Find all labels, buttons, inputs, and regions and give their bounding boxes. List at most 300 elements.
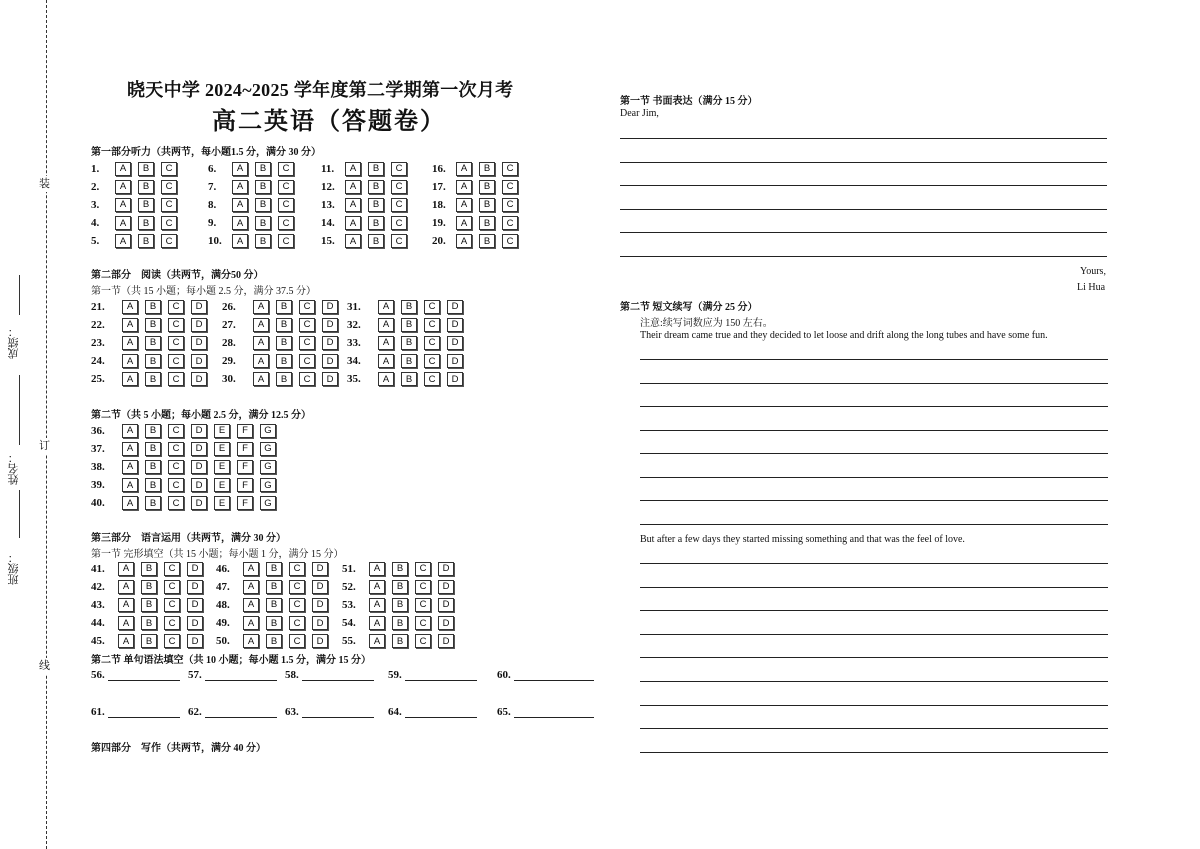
answer-option-box[interactable]: A: [122, 300, 138, 314]
question-number: 52.: [342, 580, 356, 593]
answer-option-box[interactable]: C: [424, 336, 440, 350]
answer-option-box[interactable]: D: [191, 336, 207, 350]
writing-line[interactable]: [620, 138, 1107, 139]
answer-option-box[interactable]: C: [299, 354, 315, 368]
answer-option-box[interactable]: B: [145, 318, 161, 332]
answer-option-box[interactable]: C: [164, 616, 180, 630]
answer-option-box[interactable]: B: [145, 336, 161, 350]
answer-option-box[interactable]: C: [168, 318, 184, 332]
answer-option-box[interactable]: A: [115, 234, 131, 248]
answer-option-box[interactable]: A: [122, 372, 138, 386]
question-number: 28.: [222, 336, 236, 349]
answer-option-box[interactable]: C: [278, 162, 294, 176]
question-item: [208, 216, 294, 231]
answer-option-box[interactable]: C: [289, 598, 305, 612]
answer-option-box[interactable]: A: [118, 580, 134, 594]
writing-line[interactable]: [640, 752, 1108, 753]
answer-option-box[interactable]: A: [253, 336, 269, 350]
answer-option-box[interactable]: C: [299, 336, 315, 350]
answer-option-box[interactable]: A: [243, 562, 259, 576]
part2-heading: 第二部分 阅读（共两节，满分50 分）: [91, 270, 264, 281]
answer-option-box[interactable]: D: [447, 336, 463, 350]
answer-option-box[interactable]: E: [214, 460, 230, 474]
answer-option-box[interactable]: D: [312, 616, 328, 630]
answer-option-box[interactable]: C: [391, 234, 407, 248]
question-number: 20.: [432, 235, 446, 248]
writing-line[interactable]: [640, 383, 1108, 384]
question-item: [91, 372, 207, 387]
answer-option-box[interactable]: C: [391, 180, 407, 194]
question-number: 16.: [432, 162, 446, 175]
answer-option-box[interactable]: C: [391, 162, 407, 176]
continuation-note: 注意:续写词数应为 150 左右。: [640, 318, 773, 329]
answer-option-box[interactable]: D: [322, 354, 338, 368]
answer-option-box[interactable]: C: [161, 234, 177, 248]
answer-option-box[interactable]: A: [115, 162, 131, 176]
answer-option-box[interactable]: A: [345, 198, 361, 212]
answer-option-box[interactable]: A: [122, 336, 138, 350]
writing-line[interactable]: [620, 256, 1107, 257]
blank-answer-line[interactable]: [514, 707, 594, 718]
answer-option-box[interactable]: D: [187, 616, 203, 630]
blank-answer-line[interactable]: [205, 707, 277, 718]
answer-option-box[interactable]: A: [115, 180, 131, 194]
writing-line[interactable]: [640, 587, 1108, 588]
answer-option-box[interactable]: C: [289, 580, 305, 594]
score-blank[interactable]: [19, 275, 20, 315]
answer-option-box[interactable]: D: [191, 496, 207, 510]
question-number: 6.: [208, 162, 217, 175]
part2-section1-heading: 第一节（共 15 小题；每小题 2.5 分，满分 37.5 分）: [91, 286, 316, 297]
answer-option-box[interactable]: F: [237, 496, 253, 510]
answer-option-box[interactable]: F: [237, 424, 253, 438]
answer-option-box[interactable]: C: [168, 354, 184, 368]
writing-line[interactable]: [620, 185, 1107, 186]
answer-option-box[interactable]: C: [278, 234, 294, 248]
answer-option-box[interactable]: C: [164, 562, 180, 576]
answer-option-box[interactable]: A: [232, 180, 248, 194]
answer-option-box[interactable]: A: [345, 234, 361, 248]
question-number: 41.: [91, 562, 105, 575]
answer-option-box[interactable]: A: [345, 216, 361, 230]
answer-option-box[interactable]: B: [145, 354, 161, 368]
answer-option-box[interactable]: A: [378, 354, 394, 368]
answer-option-box[interactable]: A: [253, 372, 269, 386]
grammar-blank-item: [497, 706, 594, 718]
question-number: 9.: [208, 217, 217, 230]
answer-option-box[interactable]: A: [122, 354, 138, 368]
question-number: 50.: [216, 635, 230, 648]
answer-option-box[interactable]: B: [145, 460, 161, 474]
sheet-title: 高二英语（答题卷）: [212, 109, 446, 135]
writing-line[interactable]: [640, 705, 1108, 706]
blank-answer-line[interactable]: [108, 707, 180, 718]
writing-line[interactable]: [640, 406, 1108, 407]
answer-option-box[interactable]: B: [392, 616, 408, 630]
answer-option-box[interactable]: A: [122, 318, 138, 332]
answer-option-box[interactable]: E: [214, 442, 230, 456]
answer-option-box[interactable]: B: [368, 198, 384, 212]
answer-option-box[interactable]: B: [276, 354, 292, 368]
answer-option-box[interactable]: C: [168, 300, 184, 314]
question-number: 40.: [91, 497, 105, 510]
blank-number: 60.: [497, 669, 511, 681]
answer-option-box[interactable]: E: [214, 478, 230, 492]
answer-option-box[interactable]: B: [141, 634, 157, 648]
answer-option-box[interactable]: A: [369, 562, 385, 576]
answer-option-box[interactable]: D: [322, 300, 338, 314]
answer-option-box[interactable]: B: [255, 234, 271, 248]
letter-salutation: Dear Jim,: [620, 108, 659, 119]
answer-option-box[interactable]: D: [312, 562, 328, 576]
blank-answer-line[interactable]: [302, 670, 374, 681]
answer-option-box[interactable]: A: [345, 162, 361, 176]
answer-option-box[interactable]: C: [415, 580, 431, 594]
answer-option-box[interactable]: B: [392, 580, 408, 594]
answer-option-box[interactable]: D: [447, 372, 463, 386]
answer-option-box[interactable]: A: [369, 598, 385, 612]
answer-option-box[interactable]: B: [368, 162, 384, 176]
blank-answer-line[interactable]: [205, 670, 277, 681]
answer-option-box[interactable]: A: [253, 354, 269, 368]
answer-option-box[interactable]: A: [232, 198, 248, 212]
answer-option-box[interactable]: F: [237, 442, 253, 456]
answer-option-box[interactable]: D: [312, 634, 328, 648]
answer-option-box[interactable]: B: [141, 598, 157, 612]
writing-line[interactable]: [640, 634, 1108, 635]
answer-option-box[interactable]: B: [401, 354, 417, 368]
writing-line[interactable]: [640, 681, 1108, 682]
answer-option-box[interactable]: B: [266, 562, 282, 576]
question-number: 39.: [91, 479, 105, 492]
answer-option-box[interactable]: C: [415, 634, 431, 648]
answer-option-box[interactable]: C: [502, 234, 518, 248]
answer-option-box[interactable]: B: [392, 634, 408, 648]
answer-option-box[interactable]: G: [260, 478, 276, 492]
answer-option-box[interactable]: A: [378, 336, 394, 350]
answer-option-box[interactable]: G: [260, 460, 276, 474]
answer-option-box[interactable]: B: [392, 562, 408, 576]
answer-option-box[interactable]: C: [502, 162, 518, 176]
blank-answer-line[interactable]: [108, 670, 180, 681]
answer-option-box[interactable]: D: [438, 562, 454, 576]
answer-option-box[interactable]: B: [276, 318, 292, 332]
answer-option-box[interactable]: B: [266, 580, 282, 594]
answer-option-box[interactable]: C: [424, 300, 440, 314]
answer-option-box[interactable]: A: [456, 180, 472, 194]
answer-option-box[interactable]: B: [479, 198, 495, 212]
answer-option-box[interactable]: B: [138, 198, 154, 212]
answer-option-box[interactable]: D: [187, 634, 203, 648]
answer-option-box[interactable]: A: [232, 162, 248, 176]
answer-option-box[interactable]: C: [415, 616, 431, 630]
answer-option-box[interactable]: A: [253, 300, 269, 314]
writing-line[interactable]: [640, 524, 1108, 525]
answer-option-box[interactable]: D: [191, 460, 207, 474]
writing-line[interactable]: [640, 453, 1108, 454]
blank-answer-line[interactable]: [405, 670, 477, 681]
question-number: 13.: [321, 198, 335, 211]
question-item: [321, 161, 407, 176]
question-item: [347, 354, 463, 369]
question-item: [216, 561, 328, 576]
answer-option-box[interactable]: A: [243, 598, 259, 612]
answer-option-box[interactable]: C: [415, 598, 431, 612]
answer-option-box[interactable]: B: [145, 372, 161, 386]
answer-option-box[interactable]: B: [276, 336, 292, 350]
answer-option-box[interactable]: B: [479, 234, 495, 248]
answer-option-box[interactable]: B: [266, 616, 282, 630]
answer-option-box[interactable]: C: [278, 180, 294, 194]
question-number: 44.: [91, 617, 105, 630]
answer-option-box[interactable]: C: [391, 216, 407, 230]
answer-option-box[interactable]: B: [401, 372, 417, 386]
answer-option-box[interactable]: B: [255, 216, 271, 230]
grammar-blank-item: [188, 706, 277, 718]
answer-option-box[interactable]: C: [424, 354, 440, 368]
answer-option-box[interactable]: B: [255, 162, 271, 176]
question-item: [321, 216, 407, 231]
answer-option-box[interactable]: C: [168, 424, 184, 438]
answer-option-box[interactable]: G: [260, 442, 276, 456]
answer-option-box[interactable]: C: [502, 216, 518, 230]
answer-option-box[interactable]: A: [122, 478, 138, 492]
question-number: 10.: [208, 235, 222, 248]
answer-option-box[interactable]: A: [122, 496, 138, 510]
answer-option-box[interactable]: B: [255, 198, 271, 212]
answer-option-box[interactable]: D: [191, 318, 207, 332]
answer-option-box[interactable]: G: [260, 496, 276, 510]
answer-option-box[interactable]: A: [118, 634, 134, 648]
answer-option-box[interactable]: A: [456, 162, 472, 176]
answer-option-box[interactable]: B: [255, 180, 271, 194]
question-item: [91, 478, 276, 493]
answer-option-box[interactable]: C: [424, 318, 440, 332]
answer-option-box[interactable]: B: [141, 616, 157, 630]
answer-option-box[interactable]: C: [161, 180, 177, 194]
answer-option-box[interactable]: A: [243, 634, 259, 648]
question-number: 8.: [208, 198, 217, 211]
answer-option-box[interactable]: A: [122, 442, 138, 456]
writing-line[interactable]: [640, 610, 1108, 611]
answer-option-box[interactable]: D: [312, 598, 328, 612]
answer-option-box[interactable]: A: [118, 616, 134, 630]
answer-option-box[interactable]: C: [391, 198, 407, 212]
answer-option-box[interactable]: C: [424, 372, 440, 386]
answer-option-box[interactable]: B: [145, 496, 161, 510]
answer-option-box[interactable]: D: [312, 580, 328, 594]
answer-option-box[interactable]: A: [232, 234, 248, 248]
writing-line[interactable]: [640, 728, 1108, 729]
answer-option-box[interactable]: A: [118, 562, 134, 576]
answer-option-box[interactable]: D: [191, 478, 207, 492]
answer-option-box[interactable]: D: [191, 442, 207, 456]
answer-option-box[interactable]: C: [168, 460, 184, 474]
name-blank[interactable]: [19, 375, 20, 445]
answer-option-box[interactable]: B: [401, 300, 417, 314]
answer-option-box[interactable]: D: [191, 424, 207, 438]
question-item: [342, 561, 454, 576]
answer-option-box[interactable]: B: [138, 180, 154, 194]
answer-option-box[interactable]: E: [214, 424, 230, 438]
answer-option-box[interactable]: C: [168, 372, 184, 386]
answer-option-box[interactable]: B: [368, 216, 384, 230]
answer-option-box[interactable]: B: [392, 598, 408, 612]
blank-number: 59.: [388, 669, 402, 681]
answer-option-box[interactable]: C: [168, 496, 184, 510]
answer-option-box[interactable]: C: [289, 616, 305, 630]
answer-option-box[interactable]: D: [447, 318, 463, 332]
answer-option-box[interactable]: C: [299, 372, 315, 386]
answer-option-box[interactable]: B: [145, 424, 161, 438]
answer-option-box[interactable]: A: [118, 598, 134, 612]
answer-option-box[interactable]: A: [243, 616, 259, 630]
question-item: [342, 579, 454, 594]
writing-line[interactable]: [640, 657, 1108, 658]
answer-option-box[interactable]: A: [456, 216, 472, 230]
answer-option-box[interactable]: B: [479, 216, 495, 230]
answer-option-box[interactable]: C: [502, 198, 518, 212]
question-number: 31.: [347, 300, 361, 313]
question-number: 23.: [91, 336, 105, 349]
answer-option-box[interactable]: B: [276, 372, 292, 386]
question-item: [432, 197, 518, 212]
writing-line[interactable]: [620, 209, 1107, 210]
answer-option-box[interactable]: C: [164, 598, 180, 612]
answer-option-box[interactable]: B: [138, 234, 154, 248]
question-number: 37.: [91, 442, 105, 455]
answer-option-box[interactable]: B: [145, 300, 161, 314]
answer-option-box[interactable]: D: [191, 300, 207, 314]
answer-option-box[interactable]: B: [479, 180, 495, 194]
answer-option-box[interactable]: D: [322, 372, 338, 386]
answer-option-box[interactable]: A: [122, 460, 138, 474]
question-number: 2.: [91, 180, 100, 193]
answer-option-box[interactable]: B: [145, 478, 161, 492]
answer-option-box[interactable]: B: [479, 162, 495, 176]
answer-option-box[interactable]: D: [191, 372, 207, 386]
answer-option-box[interactable]: A: [456, 234, 472, 248]
answer-option-box[interactable]: C: [278, 198, 294, 212]
answer-option-box[interactable]: A: [369, 580, 385, 594]
writing-line[interactable]: [620, 232, 1107, 233]
answer-option-box[interactable]: D: [447, 354, 463, 368]
answer-option-box[interactable]: C: [168, 442, 184, 456]
answer-option-box[interactable]: B: [401, 318, 417, 332]
answer-option-box[interactable]: A: [378, 372, 394, 386]
blank-answer-line[interactable]: [302, 707, 374, 718]
answer-option-box[interactable]: A: [122, 424, 138, 438]
answer-option-box[interactable]: F: [237, 460, 253, 474]
question-number: 24.: [91, 355, 105, 368]
answer-option-box[interactable]: D: [187, 562, 203, 576]
answer-option-box[interactable]: C: [289, 634, 305, 648]
answer-option-box[interactable]: A: [378, 300, 394, 314]
answer-option-box[interactable]: C: [164, 580, 180, 594]
writing-line[interactable]: [640, 500, 1108, 501]
answer-option-box[interactable]: A: [253, 318, 269, 332]
answer-option-box[interactable]: D: [438, 598, 454, 612]
answer-option-box[interactable]: C: [289, 562, 305, 576]
answer-option-box[interactable]: D: [191, 354, 207, 368]
answer-option-box[interactable]: B: [401, 336, 417, 350]
answer-option-box[interactable]: C: [164, 634, 180, 648]
score-label: 成绩：: [8, 326, 20, 359]
blank-answer-line[interactable]: [405, 707, 477, 718]
part3-section2-heading: 第二节 单句语法填空（共 10 小题；每小题 1.5 分，满分 15 分）: [91, 655, 371, 666]
answer-option-box[interactable]: B: [145, 442, 161, 456]
answer-option-box[interactable]: E: [214, 496, 230, 510]
answer-option-box[interactable]: D: [187, 598, 203, 612]
answer-option-box[interactable]: C: [415, 562, 431, 576]
answer-option-box[interactable]: A: [345, 180, 361, 194]
question-number: 32.: [347, 318, 361, 331]
answer-option-box[interactable]: C: [299, 318, 315, 332]
answer-option-box[interactable]: D: [438, 616, 454, 630]
answer-option-box[interactable]: B: [141, 562, 157, 576]
writing-line[interactable]: [640, 359, 1108, 360]
question-number: 54.: [342, 617, 356, 630]
answer-option-box[interactable]: B: [138, 216, 154, 230]
answer-option-box[interactable]: C: [502, 180, 518, 194]
question-item: [208, 234, 294, 249]
class-blank[interactable]: [19, 490, 20, 538]
answer-option-box[interactable]: C: [161, 216, 177, 230]
answer-option-box[interactable]: B: [141, 580, 157, 594]
question-item: [222, 372, 338, 387]
answer-option-box[interactable]: B: [276, 300, 292, 314]
writing-line[interactable]: [640, 430, 1108, 431]
blank-answer-line[interactable]: [514, 670, 594, 681]
answer-option-box[interactable]: B: [266, 598, 282, 612]
writing-line[interactable]: [640, 563, 1108, 564]
answer-option-box[interactable]: D: [447, 300, 463, 314]
question-item: [321, 234, 407, 249]
question-item: [347, 317, 463, 332]
answer-option-box[interactable]: A: [378, 318, 394, 332]
answer-option-box[interactable]: D: [438, 580, 454, 594]
answer-option-box[interactable]: A: [369, 634, 385, 648]
answer-option-box[interactable]: A: [115, 216, 131, 230]
writing-line[interactable]: [620, 162, 1107, 163]
writing-line[interactable]: [640, 477, 1108, 478]
answer-option-box[interactable]: B: [368, 180, 384, 194]
answer-option-box[interactable]: G: [260, 424, 276, 438]
answer-option-box[interactable]: D: [322, 336, 338, 350]
question-item: [91, 496, 276, 511]
question-number: 46.: [216, 562, 230, 575]
answer-option-box[interactable]: F: [237, 478, 253, 492]
answer-option-box[interactable]: B: [266, 634, 282, 648]
answer-option-box[interactable]: B: [138, 162, 154, 176]
answer-option-box[interactable]: A: [232, 216, 248, 230]
answer-option-box[interactable]: C: [161, 162, 177, 176]
answer-option-box[interactable]: C: [161, 198, 177, 212]
answer-option-box[interactable]: A: [369, 616, 385, 630]
answer-option-box[interactable]: C: [168, 336, 184, 350]
answer-option-box[interactable]: C: [299, 300, 315, 314]
answer-option-box[interactable]: C: [168, 478, 184, 492]
answer-option-box[interactable]: D: [438, 634, 454, 648]
answer-option-box[interactable]: A: [115, 198, 131, 212]
answer-option-box[interactable]: A: [243, 580, 259, 594]
answer-option-box[interactable]: B: [368, 234, 384, 248]
answer-option-box[interactable]: C: [278, 216, 294, 230]
name-label: 姓名：: [8, 452, 20, 485]
answer-option-box[interactable]: D: [322, 318, 338, 332]
answer-option-box[interactable]: D: [187, 580, 203, 594]
answer-option-box[interactable]: A: [456, 198, 472, 212]
